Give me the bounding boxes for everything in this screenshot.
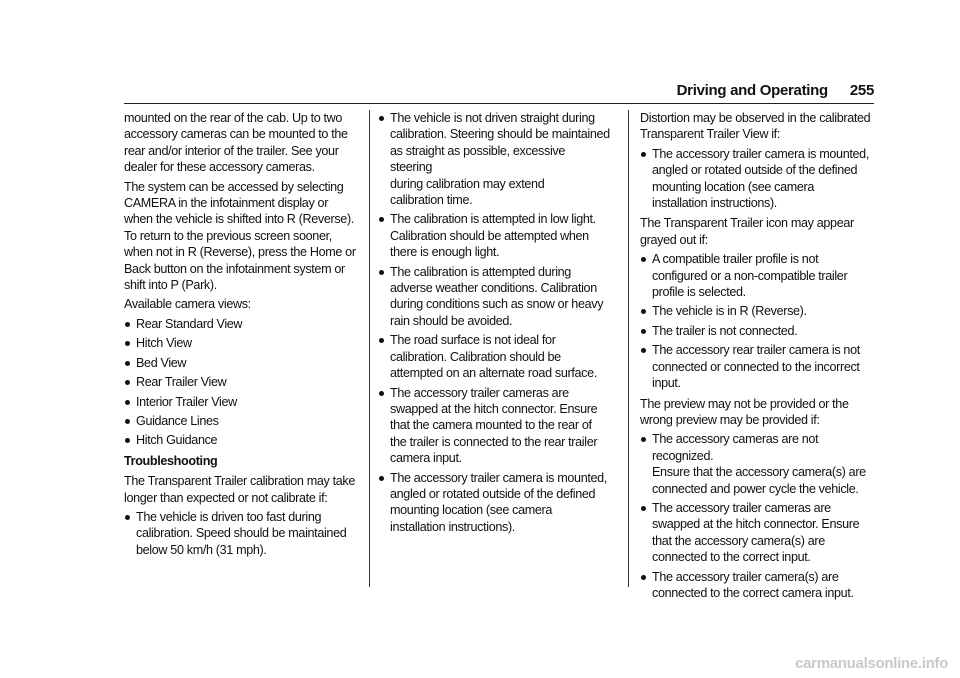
- column-divider: [628, 110, 629, 587]
- list-item: Interior Trailer View: [124, 394, 356, 410]
- list-item: The accessory cameras are not recognized. Ensure that the accessory camera(s) are connected and power cycle the vehicle.: [640, 431, 872, 497]
- list-item: The accessory rear trailer camera is not connected or connected to the incorrect input.: [640, 342, 872, 391]
- column-1: [124, 110, 356, 562]
- paragraph: The system can be accessed by selecting CAMERA in the infotainment display or when the vehicle is shifted into R (Reverse). To return to the previous screen sooner, when not in R (Reverse), press the Home or Back button on the infotainment system or shift into P (Park).: [124, 179, 356, 293]
- watermark[interactable]: carmanualsonline.info: [795, 655, 948, 672]
- bullet-list: [378, 110, 610, 535]
- list-item: The vehicle is in R (Reverse).: [640, 303, 872, 319]
- paragraph: The Transparent Trailer icon may appear grayed out if:: [640, 216, 854, 247]
- list-item: The accessory trailer camera is mounted, angled or rotated outside of the defined mounting location (see camera installation instructions).: [378, 470, 610, 536]
- section-title: Driving and Operating: [676, 82, 828, 99]
- list-item: Hitch View: [124, 335, 356, 351]
- list-item: The vehicle is not driven straight during calibration. Steering should be maintained as straight as possible, excessive steering during calibration may extend calibration time.: [378, 110, 610, 208]
- bullet-list: [640, 251, 872, 391]
- paragraph: mounted on the rear of the cab. Up to two accessory cameras can be mounted to the rear and/or interior of the trailer. See your dealer for these accessory cameras.: [124, 111, 348, 175]
- bullet-list: [640, 146, 872, 212]
- list-item: The trailer is not connected.: [640, 323, 872, 339]
- list-item: The accessory trailer cameras are swapped at the hitch connector. Ensure that the camera mounted to the rear of the trailer is connected to the rear trailer camera input.: [378, 385, 610, 467]
- list-item: The road surface is not ideal for calibration. Calibration should be attempted on an alternate road surface.: [378, 332, 610, 381]
- list-item: The calibration is attempted during adverse weather conditions. Calibration during conditions such as snow or heavy rain should be avoided.: [378, 264, 610, 330]
- list-item: Guidance Lines: [124, 413, 356, 429]
- list-item: Rear Trailer View: [124, 374, 356, 390]
- header-rule: [124, 103, 874, 104]
- list-item: The accessory trailer camera(s) are connected to the correct camera input.: [640, 569, 872, 602]
- list-item: The accessory trailer cameras are swapped at the hitch connector. Ensure that the accessory camera(s) are connected to the correct input.: [640, 500, 872, 566]
- paragraph: The Transparent Trailer calibration may take longer than expected or not calibrate if:: [124, 474, 355, 505]
- camera-views-list: [124, 316, 356, 449]
- column-3: [640, 110, 872, 605]
- paragraph: Available camera views:: [124, 297, 251, 312]
- list-item: The calibration is attempted in low light. Calibration should be attempted when there is enough light.: [378, 211, 610, 260]
- bullet-list: [124, 509, 356, 558]
- column-2: [378, 110, 610, 539]
- list-item: Rear Standard View: [124, 316, 356, 332]
- list-item: Hitch Guidance: [124, 432, 356, 448]
- bullet-list: [640, 431, 872, 601]
- list-item: The vehicle is driven too fast during calibration. Speed should be maintained below 50 km/h (31 mph).: [124, 509, 356, 558]
- list-item: A compatible trailer profile is not configured or a non-compatible trailer profile is selected.: [640, 251, 872, 300]
- paragraph: The preview may not be provided or the wrong preview may be provided if:: [640, 396, 849, 427]
- list-item: Bed View: [124, 355, 356, 371]
- page-number: 255: [849, 82, 874, 99]
- list-item: The accessory trailer camera is mounted, angled or rotated outside of the defined mounting location (see camera installation instructions).: [640, 146, 872, 212]
- running-header: [677, 82, 874, 99]
- paragraph: Distortion may be observed in the calibrated Transparent Trailer View if:: [640, 111, 871, 142]
- section-heading: Troubleshooting: [124, 453, 218, 468]
- column-divider: [369, 110, 370, 587]
